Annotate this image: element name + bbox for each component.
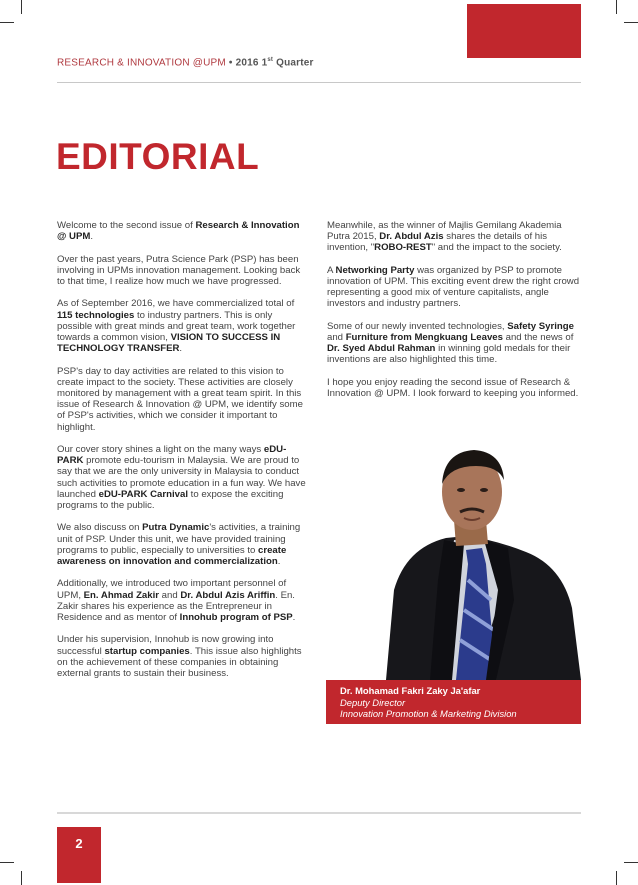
running-header bbox=[57, 57, 314, 68]
crop-mark bbox=[21, 0, 22, 14]
paragraph: PSP's day to day activities are related to this vision to create impact to the society. These activities are closely monitored by management with a great team spirit. In this issue of Research & Innovation @ UPM, we identify some of PSP's activities, which we consider it important to highlight. bbox=[57, 365, 303, 433]
caption-division: Innovation Promotion & Marketing Division bbox=[340, 708, 517, 720]
paragraph: Welcome to the second issue of Research & Innovation @ UPM. bbox=[57, 220, 300, 243]
paragraph: Under his supervision, Innohub is now growing into successful startup companies. This issue also highlights on the achievement of these companies in obtaining external grants to sustain their business. bbox=[57, 634, 302, 680]
header-separator: • bbox=[228, 57, 233, 69]
header-section: RESEARCH & INNOVATION @UPM bbox=[57, 57, 226, 69]
header-rule bbox=[57, 82, 581, 83]
crop-mark bbox=[616, 871, 617, 885]
portrait-photo bbox=[326, 440, 581, 680]
crop-mark bbox=[624, 22, 638, 23]
crop-mark bbox=[0, 862, 14, 863]
photo-caption bbox=[326, 680, 581, 724]
crop-mark bbox=[616, 0, 617, 14]
caption-title: Deputy Director bbox=[340, 696, 406, 708]
paragraph: As of September 2016, we have commercialized total of 115 technologies to industry partners. This is only possible with great minds and great team, work together towards a common vision, VISION TO SUCCESS IN TECHNOLOGY TRANSFER. bbox=[57, 298, 296, 355]
right-column bbox=[327, 220, 581, 410]
paragraph: Some of our newly invented technologies, Safety Syringe and Furniture from Mengkuang Leaves and the news of Dr. Syed Abdul Rahman in winning gold medals for their inventions are also highlighted this time. bbox=[327, 320, 574, 366]
header-issue-sup: st bbox=[267, 57, 274, 63]
crop-mark bbox=[0, 22, 14, 23]
page-title: EDITORIAL bbox=[56, 136, 260, 177]
crop-mark bbox=[624, 862, 638, 863]
footer-rule bbox=[57, 812, 581, 814]
left-column bbox=[57, 220, 310, 690]
header-quarter: Quarter bbox=[276, 57, 314, 69]
header-color-block bbox=[467, 4, 581, 58]
paragraph: I hope you enjoy reading the second issue of Research & Innovation @ UPM. I look forward to keeping you informed. bbox=[327, 376, 579, 399]
paragraph: Meanwhile, as the winner of Majlis Gemilang Akademia Putra 2015, Dr. Abdul Azis shares the details of his invention, "ROBO-REST" and the impact to the society. bbox=[327, 220, 562, 254]
crop-mark bbox=[21, 871, 22, 885]
header-issue: 2016 1 bbox=[235, 57, 268, 69]
page-number: 2 bbox=[57, 827, 101, 883]
portrait-illustration bbox=[326, 440, 581, 680]
paragraph: Over the past years, Putra Science Park (PSP) has been involving in UPMs innovation management. Looking back to that time, I realize how much we have progressed. bbox=[57, 253, 301, 287]
paragraph: A Networking Party was organized by PSP to promote innovation of UPM. This exciting event drew the right crowd representing a good mix of venture capitalists, angle investors and industry partners. bbox=[327, 264, 580, 310]
paragraph: Our cover story shines a light on the many ways eDU-PARK promote edu-tourism in Malaysia. We are proud to say that we are the only university in Malaysia to conduct such activities to promote education in a fun way. We have launched eDU-PARK Carnival to expose the exciting programs to the public. bbox=[57, 444, 306, 512]
paragraph: Additionally, we introduced two important personnel of UPM, En. Ahmad Zakir and Dr. Abdul Azis Ariffin. En. Zakir shares his experience as the Entrepreneur in Residence and as mentor of Innohub program of PSP. bbox=[57, 578, 296, 624]
caption-name: Dr. Mohamad Fakri Zaky Ja'afar bbox=[340, 685, 481, 696]
paragraph: We also discuss on Putra Dynamic's activities, a training unit of PSP. Under this unit, we have provided training programs to public, especially to universities to create awareness on innovation and commercialization. bbox=[57, 522, 301, 568]
